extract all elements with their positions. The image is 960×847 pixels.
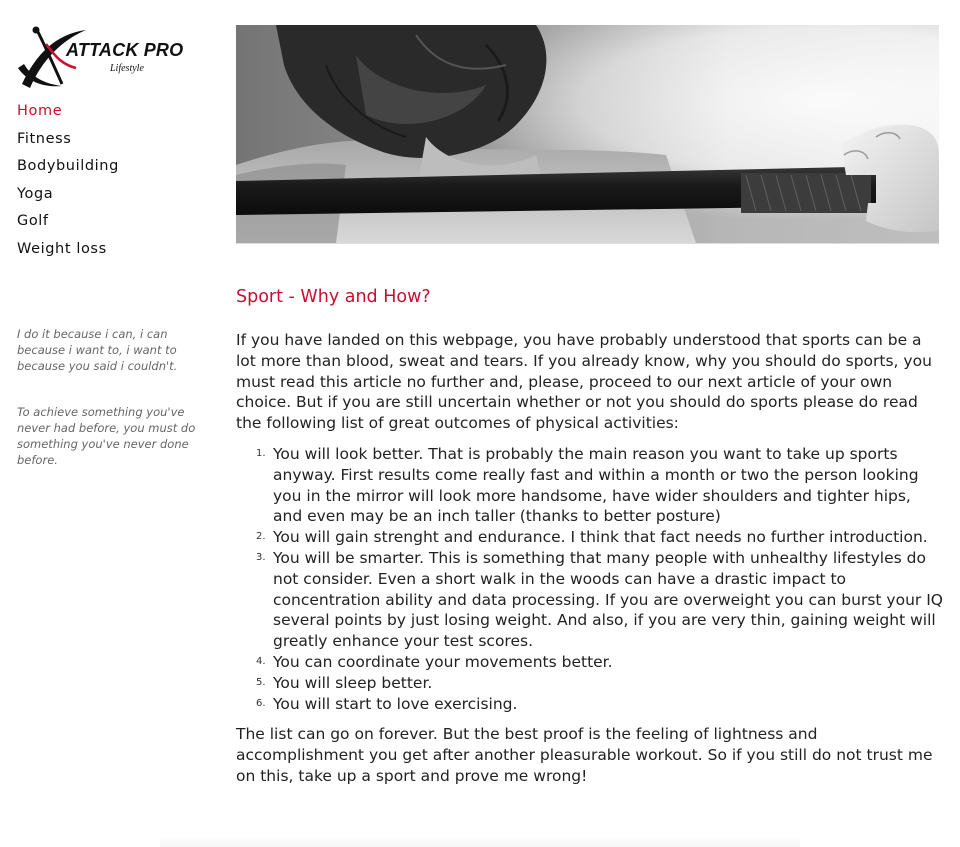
article-title: Sport - Why and How? <box>236 287 431 307</box>
nav-item-golf[interactable]: Golf <box>17 213 49 230</box>
sidebar <box>0 0 220 847</box>
brand-tagline: Lifestyle <box>110 63 144 74</box>
list-number: 1. <box>256 447 266 459</box>
list-item <box>256 548 944 652</box>
outcomes-list <box>236 444 944 714</box>
main-nav <box>17 100 119 266</box>
list-item-text: You will be smarter. This is something that many people with unhealthy lifestyles do not consider. Even a short walk in the woods can have a drastic impact to concentration ability and data processing. If you are overweight you can burst your IQ several points by just losing weight. And also, if you are very thin, gaining weight will greatly enhance your test scores. <box>273 548 943 651</box>
list-item-text: You will start to love exercising. <box>273 694 518 713</box>
woman-lifting-barbell-photo <box>236 25 939 243</box>
sidebar-quote: I do it because i can, i can because i want to, i want to because you said i couldn't. <box>17 326 178 374</box>
list-item <box>256 444 944 527</box>
brand-name: ATTACK PRO <box>66 40 184 60</box>
article <box>236 284 944 787</box>
list-item <box>256 673 944 694</box>
list-item-text: You will sleep better. <box>273 673 433 692</box>
nav-item-fitness[interactable]: Fitness <box>17 130 72 147</box>
sidebar-quote: To achieve something you've never had before, you must do something you've never done before. <box>17 404 196 468</box>
list-item <box>256 527 944 548</box>
list-item <box>256 652 944 673</box>
list-item-text: You can coordinate your movements better. <box>273 652 613 671</box>
list-item-text: You will look better. That is probably the main reason you want to take up sports anyway. First results come really fast and within a month or two the person looking you in the mirror will look more handsome, have wider shoulders and tighter hips, and even may be an inch taller (thanks to better posture) <box>273 444 919 526</box>
site-logo[interactable] <box>16 24 202 94</box>
hero-image <box>236 25 939 244</box>
list-number: 3. <box>256 551 266 563</box>
list-item-text: You will gain strenght and endurance. I think that fact needs no further introduction. <box>273 528 928 547</box>
article-conclusion: The list can go on forever. But the best proof is the feeling of lightness and accomplishment you get after another pleasurable workout. So if you still do not trust me on this, take up a sport and prove me wrong! <box>236 725 933 785</box>
article-intro: If you have landed on this webpage, you have probably understood that sports can be a lot more than blood, sweat and tears. If you already know, why you should do sports, you must read this article no further and, please, proceed to our next article of your own choice. But if you are still uncertain whether or not you should do sports please do read the following list of great outcomes of physical activities: <box>236 331 932 433</box>
list-number: 5. <box>256 676 266 688</box>
list-item <box>256 694 944 715</box>
list-number: 6. <box>256 697 266 709</box>
footer-divider <box>160 836 800 847</box>
list-number: 2. <box>256 531 266 543</box>
nav-item-weight-loss[interactable]: Weight loss <box>17 240 107 257</box>
nav-item-yoga[interactable]: Yoga <box>17 185 54 202</box>
nav-item-home[interactable]: Home <box>17 103 63 119</box>
list-number: 4. <box>256 655 266 667</box>
nav-item-bodybuilding[interactable]: Bodybuilding <box>17 158 119 175</box>
